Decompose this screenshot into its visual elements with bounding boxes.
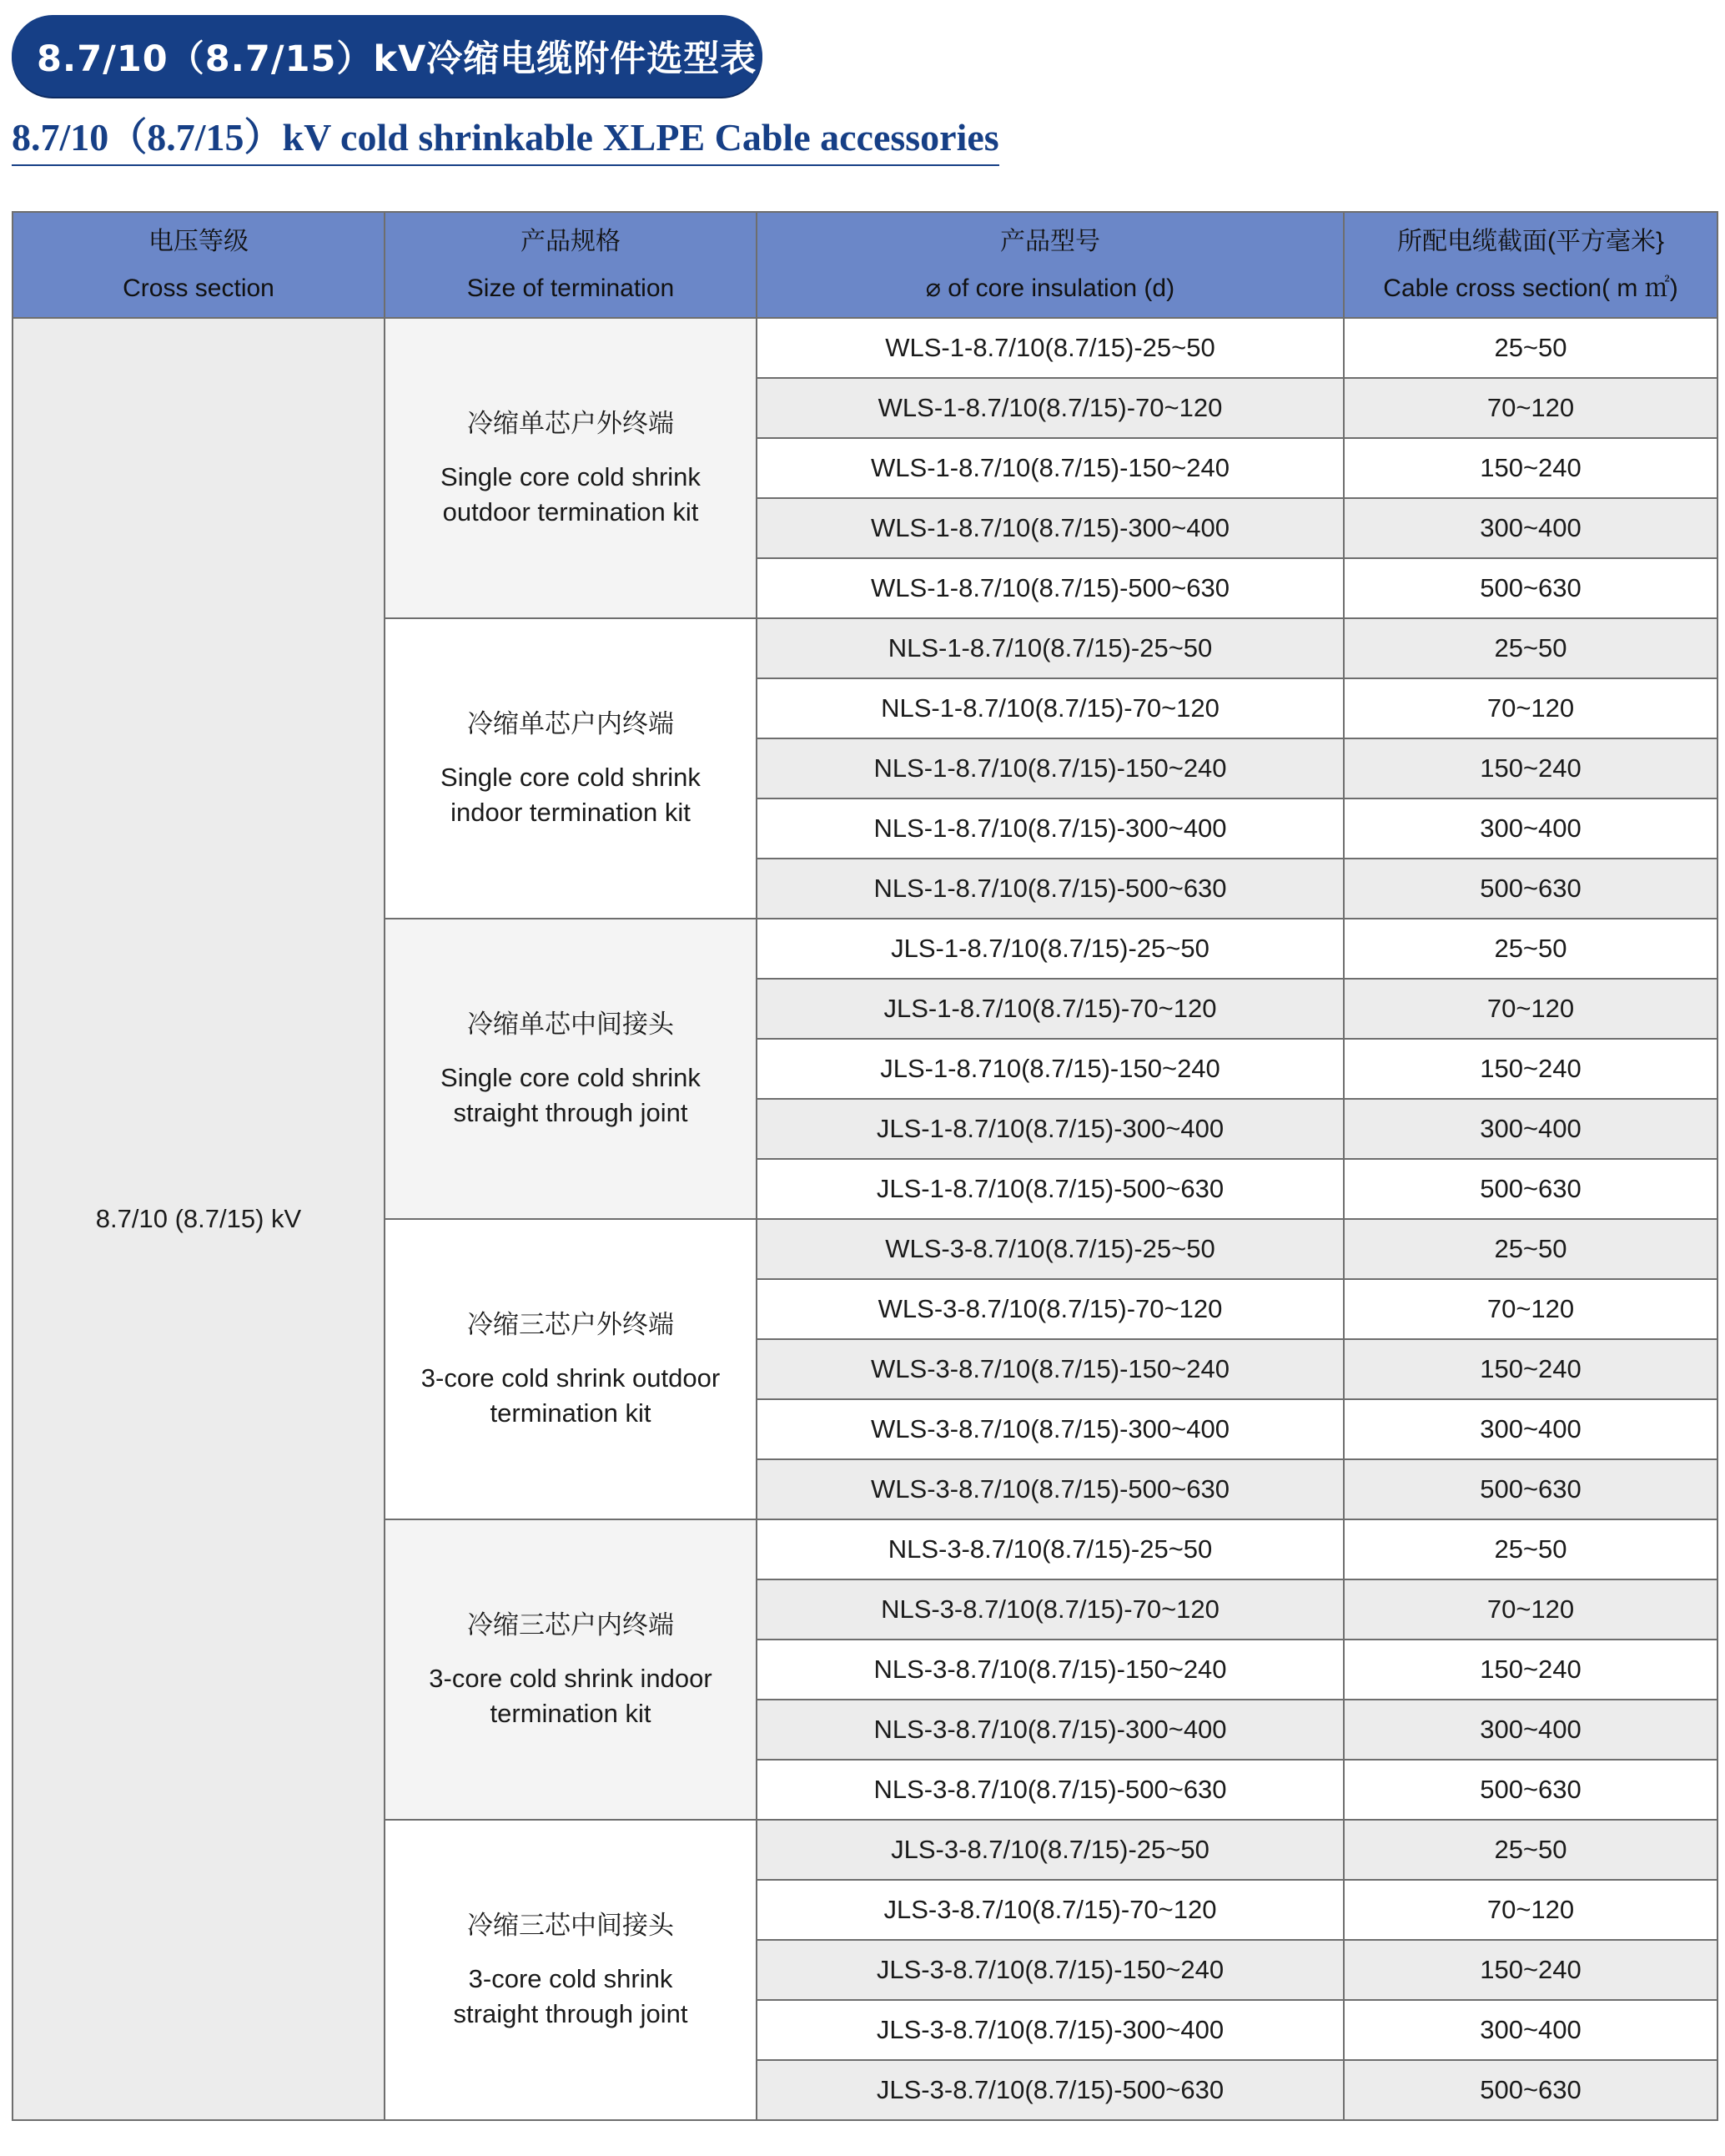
product-spec-zh: 冷缩单芯户内终端 xyxy=(467,709,674,738)
voltage-cell: 8.7/10 (8.7/15) kV xyxy=(13,318,385,2120)
cross-section-cell: 25~50 xyxy=(1344,1820,1717,1880)
model-cell: JLS-1-8.7/10(8.7/15)-500~630 xyxy=(757,1159,1344,1219)
header-cross-en: Cable cross section( m ㎡) xyxy=(1383,274,1678,302)
model-cell: NLS-3-8.7/10(8.7/15)-70~120 xyxy=(757,1579,1344,1640)
cross-section-cell: 70~120 xyxy=(1344,979,1717,1039)
cross-section-cell: 500~630 xyxy=(1344,558,1717,618)
product-spec-zh: 冷缩单芯户外终端 xyxy=(467,409,674,438)
header-spec-zh: 产品规格 xyxy=(521,228,621,255)
product-spec-en-line2: indoor termination kit xyxy=(450,798,691,827)
product-spec-en-line1: Single core cold shrink xyxy=(440,462,701,491)
model-cell: JLS-1-8.710(8.7/15)-150~240 xyxy=(757,1039,1344,1099)
cross-section-cell: 500~630 xyxy=(1344,1459,1717,1519)
product-spec-en-line1: 3-core cold shrink xyxy=(468,1964,673,1993)
cross-section-cell: 25~50 xyxy=(1344,618,1717,678)
model-cell: JLS-3-8.7/10(8.7/15)-70~120 xyxy=(757,1880,1344,1940)
model-cell: WLS-1-8.7/10(8.7/15)-150~240 xyxy=(757,438,1344,498)
product-spec-en-line1: Single core cold shrink xyxy=(440,1063,701,1092)
product-spec-cell xyxy=(385,1519,757,1820)
header-spec-en: Size of termination xyxy=(466,274,675,302)
model-cell: JLS-3-8.7/10(8.7/15)-150~240 xyxy=(757,1940,1344,2000)
header-row xyxy=(13,212,1717,318)
model-cell: NLS-1-8.7/10(8.7/15)-300~400 xyxy=(757,798,1344,859)
product-spec-zh: 冷缩三芯户外终端 xyxy=(467,1310,674,1339)
model-cell: WLS-1-8.7/10(8.7/15)-70~120 xyxy=(757,378,1344,438)
table-header xyxy=(13,212,1717,318)
header-model-en: ⌀ of core insulation (d) xyxy=(925,274,1175,302)
cross-section-cell: 300~400 xyxy=(1344,1099,1717,1159)
cross-section-cell: 70~120 xyxy=(1344,1279,1717,1339)
model-cell: NLS-1-8.7/10(8.7/15)-150~240 xyxy=(757,738,1344,798)
cross-section-cell: 300~400 xyxy=(1344,2000,1717,2060)
model-cell: JLS-3-8.7/10(8.7/15)-25~50 xyxy=(757,1820,1344,1880)
table-row xyxy=(13,318,1717,378)
page-title: 8.7/10（8.7/15）kV冷缩电缆附件选型表 xyxy=(37,38,757,80)
cross-section-cell: 300~400 xyxy=(1344,798,1717,859)
cross-section-cell: 25~50 xyxy=(1344,1219,1717,1279)
cross-section-cell: 70~120 xyxy=(1344,1880,1717,1940)
product-spec-cell xyxy=(385,1820,757,2120)
model-cell: NLS-1-8.7/10(8.7/15)-25~50 xyxy=(757,618,1344,678)
selection-table xyxy=(12,211,1718,2121)
cross-section-cell: 500~630 xyxy=(1344,1159,1717,1219)
table-body xyxy=(13,318,1717,2120)
model-cell: NLS-1-8.7/10(8.7/15)-500~630 xyxy=(757,859,1344,919)
cross-section-cell: 150~240 xyxy=(1344,1339,1717,1399)
cross-section-cell: 25~50 xyxy=(1344,1519,1717,1579)
model-cell: JLS-3-8.7/10(8.7/15)-500~630 xyxy=(757,2060,1344,2120)
model-cell: WLS-1-8.7/10(8.7/15)-25~50 xyxy=(757,318,1344,378)
product-spec-cell xyxy=(385,318,757,618)
model-cell: NLS-3-8.7/10(8.7/15)-150~240 xyxy=(757,1640,1344,1700)
model-cell: WLS-3-8.7/10(8.7/15)-500~630 xyxy=(757,1459,1344,1519)
product-spec-zh: 冷缩三芯户内终端 xyxy=(467,1610,674,1640)
cross-section-cell: 150~240 xyxy=(1344,1640,1717,1700)
model-cell: NLS-3-8.7/10(8.7/15)-500~630 xyxy=(757,1760,1344,1820)
cross-section-cell: 500~630 xyxy=(1344,859,1717,919)
model-cell: JLS-3-8.7/10(8.7/15)-300~400 xyxy=(757,2000,1344,2060)
model-cell: WLS-3-8.7/10(8.7/15)-150~240 xyxy=(757,1339,1344,1399)
cross-section-cell: 70~120 xyxy=(1344,1579,1717,1640)
product-spec-cell xyxy=(385,919,757,1219)
product-spec-en-line2: outdoor termination kit xyxy=(442,497,699,526)
cross-section-cell: 150~240 xyxy=(1344,438,1717,498)
header-voltage xyxy=(13,212,385,318)
cross-section-cell: 70~120 xyxy=(1344,378,1717,438)
model-cell: JLS-1-8.7/10(8.7/15)-300~400 xyxy=(757,1099,1344,1159)
header-cross-section xyxy=(1344,212,1717,318)
cross-section-cell: 300~400 xyxy=(1344,1700,1717,1760)
product-spec-en-line2: straight through joint xyxy=(453,1999,688,2028)
model-cell: NLS-1-8.7/10(8.7/15)-70~120 xyxy=(757,678,1344,738)
cross-section-cell: 500~630 xyxy=(1344,1760,1717,1820)
header-model xyxy=(757,212,1344,318)
product-spec-en-line1: 3-core cold shrink outdoor xyxy=(420,1363,721,1393)
model-cell: NLS-3-8.7/10(8.7/15)-25~50 xyxy=(757,1519,1344,1579)
cross-section-cell: 150~240 xyxy=(1344,1940,1717,2000)
model-cell: WLS-3-8.7/10(8.7/15)-25~50 xyxy=(757,1219,1344,1279)
cross-section-cell: 70~120 xyxy=(1344,678,1717,738)
model-cell: WLS-1-8.7/10(8.7/15)-300~400 xyxy=(757,498,1344,558)
model-cell: JLS-1-8.7/10(8.7/15)-25~50 xyxy=(757,919,1344,979)
model-cell: WLS-3-8.7/10(8.7/15)-300~400 xyxy=(757,1399,1344,1459)
product-spec-cell xyxy=(385,618,757,919)
cross-section-cell: 150~240 xyxy=(1344,738,1717,798)
cross-section-cell: 300~400 xyxy=(1344,1399,1717,1459)
model-cell: JLS-1-8.7/10(8.7/15)-70~120 xyxy=(757,979,1344,1039)
product-spec-en-line2: termination kit xyxy=(490,1398,651,1428)
page-subtitle: 8.7/10（8.7/15）kV cold shrinkable XLPE Cable accessories xyxy=(12,113,999,166)
product-spec-en-line1: Single core cold shrink xyxy=(440,763,701,792)
cross-section-cell: 25~50 xyxy=(1344,919,1717,979)
model-cell: NLS-3-8.7/10(8.7/15)-300~400 xyxy=(757,1700,1344,1760)
cross-section-cell: 500~630 xyxy=(1344,2060,1717,2120)
header-cross-zh: 所配电缆截面(平方毫米} xyxy=(1396,228,1664,255)
product-spec-cell xyxy=(385,1219,757,1519)
cross-section-cell: 25~50 xyxy=(1344,318,1717,378)
product-spec-en-line1: 3-core cold shrink indoor xyxy=(429,1664,712,1693)
title-banner xyxy=(12,15,762,97)
model-cell: WLS-1-8.7/10(8.7/15)-500~630 xyxy=(757,558,1344,618)
model-cell: WLS-3-8.7/10(8.7/15)-70~120 xyxy=(757,1279,1344,1339)
cross-section-cell: 300~400 xyxy=(1344,498,1717,558)
product-spec-zh: 冷缩三芯中间接头 xyxy=(467,1911,674,1940)
product-spec-en-line2: termination kit xyxy=(490,1699,651,1728)
product-spec-en-line2: straight through joint xyxy=(453,1098,688,1127)
header-voltage-en: Cross section xyxy=(123,274,274,302)
header-voltage-zh: 电压等级 xyxy=(148,228,249,255)
cross-section-cell: 150~240 xyxy=(1344,1039,1717,1099)
header-model-zh: 产品型号 xyxy=(1000,228,1100,255)
product-spec-zh: 冷缩单芯中间接头 xyxy=(467,1010,674,1039)
header-spec xyxy=(385,212,757,318)
